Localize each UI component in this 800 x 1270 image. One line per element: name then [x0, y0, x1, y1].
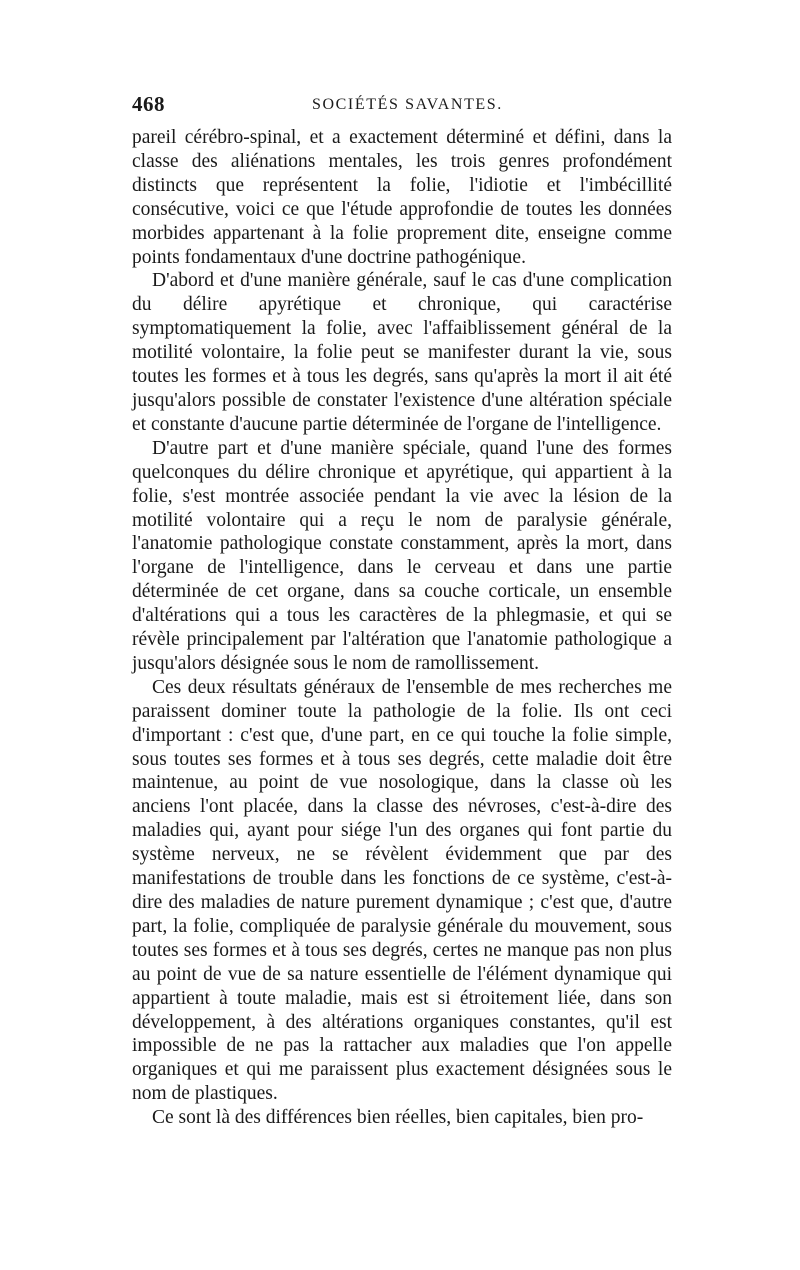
paragraph: Ces deux résultats généraux de l'ensemble de mes recherches me paraissent dominer toute la pathologie de la folie. Ils ont ceci d'important : c'est que, d'une part, en ce qui touche la folie simple, sous toutes ses formes et à tous ses degrés, cette maladie doit être maintenue, au point de vue nosologique, dans la classe où les anciens l'ont placée, dans la classe des névroses, c'est-à-dire des maladies qui, ayant pour siége l'un des organes qui font partie du système nerveux, ne se révèlent évidemment que par des manifestations de trouble dans les fonctions de ce système, c'est-à-dire des maladies de nature purement dynamique ; c'est que, d'autre part, la folie, compliquée de paralysie générale du mouvement, sous toutes ses formes et à tous ses degrés, certes ne manque pas non plus au point de vue de sa nature essentielle de l'élément dynamique qui appartient à toute maladie, mais est si étroitement liée, dans son développement, à des altérations organiques constantes, qu'il est impossible de ne pas la rattacher aux maladies que l'on appelle organiques et qui me paraissent plus exactement désignées sous le nom de plastiques. [132, 676, 672, 1105]
running-head [132, 92, 672, 122]
paragraph-continuation: pareil cérébro-spinal, et a exactement déterminé et défini, dans la classe des aliénations mentales, les trois genres profondément distincts que représentent la folie, l'idiotie et l'imbécillité consécutive, voici ce que l'étude approfondie de toutes les données morbides appartenant à la folie proprement dite, enseigne comme points fondamentaux d'une doctrine pathogénique. [132, 127, 672, 268]
body-text [132, 126, 672, 1130]
paragraph: D'abord et d'une manière générale, sauf le cas d'une complication du délire apyrétique et chronique, qui caractérise symptomatiquement la folie, avec l'affaiblissement général de la motilité volontaire, la folie peut se manifester durant la vie, sous toutes les formes et à tous les degrés, sans qu'après la mort il ait été jusqu'alors possible de constater l'existence d'une altération spéciale et constante d'aucune partie déterminée de l'organe de l'intelligence. [132, 270, 672, 435]
running-head-title: SOCIÉTÉS SAVANTES. [312, 96, 503, 113]
paragraph: Ce sont là des différences bien réelles, bien capitales, bien pro- [152, 1107, 644, 1129]
paragraph: D'autre part et d'une manière spéciale, quand l'une des formes quelconques du délire chronique et apyrétique, qui appartient à la folie, s'est montrée associée pendant la vie avec la lésion de la motilité volontaire qui a reçu le nom de paralysie générale, l'anatomie pathologique constate constamment, après la mort, dans l'organe de l'intelligence, dans le cerveau et dans une partie déterminée de cet organe, dans sa couche corticale, un ensemble d'altérations qui a tous les caractères de la phlegmasie, et qui se révèle principalement par l'altération que l'anatomie pathologique a jusqu'alors désignée sous le nom de ramollissement. [132, 437, 672, 674]
page-number: 468 [132, 92, 165, 116]
